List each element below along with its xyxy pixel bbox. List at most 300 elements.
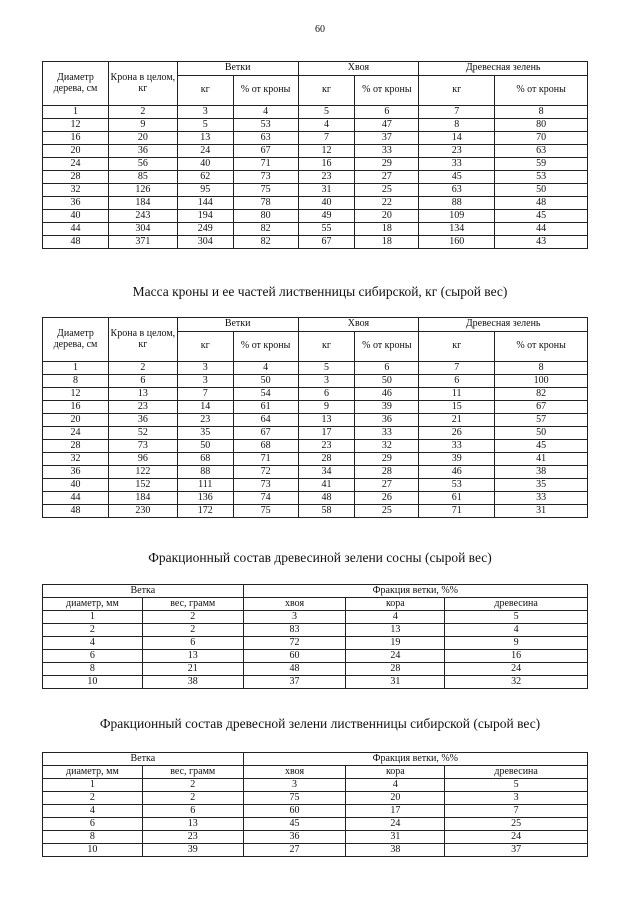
table-cell: 71 — [419, 505, 495, 518]
table-cell: 28 — [346, 663, 445, 676]
table-row — [43, 466, 588, 479]
table-cell: 109 — [419, 210, 495, 223]
table-cell: 4 — [43, 805, 143, 818]
table-cell: 111 — [177, 479, 233, 492]
table-cell: 24 — [346, 818, 445, 831]
header-wood: древесина — [445, 598, 588, 611]
table-cell: 23 — [298, 440, 355, 453]
table-cell: 13 — [298, 414, 355, 427]
table-cell: 20 — [108, 132, 177, 145]
table-cell: 13 — [108, 388, 177, 401]
header-branches: Ветки — [177, 62, 298, 76]
table-cell: 32 — [43, 453, 109, 466]
table-cell: 36 — [108, 414, 177, 427]
table-cell: 46 — [419, 466, 495, 479]
table-cell: 18 — [355, 236, 419, 249]
table-cell: 20 — [355, 210, 419, 223]
table-cell: 17 — [346, 805, 445, 818]
header-diameter-mm: диаметр, мм — [43, 598, 143, 611]
table-cell: 28 — [355, 466, 419, 479]
table-cell: 44 — [43, 223, 109, 236]
table-cell: 7 — [177, 388, 233, 401]
header-crown: Крона в целом, кг — [108, 318, 177, 362]
table-cell: 45 — [495, 210, 588, 223]
table-cell: 33 — [355, 427, 419, 440]
table-row — [43, 427, 588, 440]
table-row — [43, 779, 588, 792]
table-cell: 7 — [298, 132, 355, 145]
table-cell: 6 — [142, 637, 243, 650]
header-pct: % от кроны — [233, 76, 298, 106]
table-cell: 53 — [495, 171, 588, 184]
header-kg: кг — [419, 76, 495, 106]
header-branch: Ветка — [43, 585, 244, 598]
table-cell: 7 — [445, 805, 588, 818]
header-pct: % от кроны — [355, 76, 419, 106]
table-cell: 371 — [108, 236, 177, 249]
table-cell: 3 — [243, 611, 346, 624]
table-cell: 152 — [108, 479, 177, 492]
table-cell: 36 — [108, 145, 177, 158]
table-cell: 82 — [233, 236, 298, 249]
table-cell: 41 — [495, 453, 588, 466]
header-diameter-mm: диаметр, мм — [43, 766, 143, 779]
table2-title: Масса кроны и ее частей лиственницы сибирской, кг (сырой вес) — [132, 284, 508, 299]
header-fraction: Фракция ветки, %% — [243, 753, 587, 766]
table-cell: 31 — [346, 676, 445, 689]
table-cell: 14 — [177, 401, 233, 414]
table-cell: 48 — [495, 197, 588, 210]
table-cell: 4 — [233, 362, 298, 375]
table-cell: 32 — [43, 184, 109, 197]
table-cell: 8 — [43, 663, 143, 676]
table-cell: 36 — [355, 414, 419, 427]
table-cell: 3 — [177, 375, 233, 388]
header-needles: Хвоя — [298, 318, 419, 332]
table-cell: 7 — [419, 362, 495, 375]
table-cell: 26 — [419, 427, 495, 440]
table-cell: 23 — [298, 171, 355, 184]
table-cell: 39 — [142, 844, 243, 857]
table-cell: 53 — [419, 479, 495, 492]
table-cell: 71 — [233, 158, 298, 171]
table-cell: 37 — [445, 844, 588, 857]
header-kg: кг — [419, 332, 495, 362]
table-cell: 33 — [355, 145, 419, 158]
table-cell: 36 — [43, 197, 109, 210]
table-cell: 34 — [298, 466, 355, 479]
table-cell: 39 — [355, 401, 419, 414]
table-cell: 25 — [355, 184, 419, 197]
crown-mass-table-larch — [42, 317, 588, 518]
table-row — [43, 414, 588, 427]
table-cell: 136 — [177, 492, 233, 505]
table-cell: 49 — [298, 210, 355, 223]
table-row — [43, 650, 588, 663]
table-row — [43, 818, 588, 831]
table-cell: 172 — [177, 505, 233, 518]
table-cell: 31 — [495, 505, 588, 518]
table-cell: 6 — [355, 106, 419, 119]
table-cell: 24 — [177, 145, 233, 158]
table-cell: 63 — [233, 132, 298, 145]
header-bark: кора — [346, 598, 445, 611]
table-cell: 8 — [495, 106, 588, 119]
table-cell: 28 — [43, 440, 109, 453]
table-cell: 144 — [177, 197, 233, 210]
table-row — [43, 805, 588, 818]
table-cell: 50 — [233, 375, 298, 388]
table-cell: 74 — [233, 492, 298, 505]
table-cell: 19 — [346, 637, 445, 650]
table-cell: 50 — [355, 375, 419, 388]
table-cell: 57 — [495, 414, 588, 427]
table-cell: 78 — [233, 197, 298, 210]
table-row — [43, 132, 588, 145]
table-cell: 40 — [43, 210, 109, 223]
table-cell: 5 — [298, 362, 355, 375]
table-cell: 243 — [108, 210, 177, 223]
table-cell: 32 — [445, 676, 588, 689]
table-cell: 83 — [243, 624, 346, 637]
table-cell: 3 — [177, 362, 233, 375]
table-cell: 1 — [43, 106, 109, 119]
table-cell: 4 — [233, 106, 298, 119]
table-cell: 5 — [445, 611, 588, 624]
header-kg: кг — [177, 332, 233, 362]
table-row — [43, 505, 588, 518]
table-cell: 63 — [495, 145, 588, 158]
header-branch: Ветка — [43, 753, 244, 766]
table-cell: 126 — [108, 184, 177, 197]
table-cell: 33 — [419, 440, 495, 453]
table-cell: 45 — [243, 818, 346, 831]
table-cell: 27 — [243, 844, 346, 857]
table-cell: 32 — [355, 440, 419, 453]
table-cell: 40 — [43, 479, 109, 492]
table-cell: 4 — [298, 119, 355, 132]
table-cell: 20 — [43, 414, 109, 427]
table-cell: 4 — [346, 779, 445, 792]
table-cell: 2 — [142, 779, 243, 792]
table-cell: 50 — [495, 184, 588, 197]
table-cell: 52 — [108, 427, 177, 440]
header-weight: вес, грамм — [142, 766, 243, 779]
table-cell: 6 — [43, 650, 143, 663]
table-cell: 2 — [142, 611, 243, 624]
table4-title: Фракционный состав древесной зелени лиственницы сибирской (сырой вес) — [99, 716, 541, 731]
table-row — [43, 479, 588, 492]
table-cell: 73 — [233, 171, 298, 184]
table-row — [43, 171, 588, 184]
table-cell: 75 — [233, 184, 298, 197]
header-green: Древесная зелень — [419, 62, 588, 76]
table-cell: 40 — [298, 197, 355, 210]
table-cell: 6 — [298, 388, 355, 401]
table-cell: 37 — [243, 676, 346, 689]
table-cell: 11 — [419, 388, 495, 401]
table-cell: 53 — [233, 119, 298, 132]
table-row — [43, 223, 588, 236]
header-branches: Ветки — [177, 318, 298, 332]
table-cell: 31 — [346, 831, 445, 844]
table-cell: 25 — [355, 505, 419, 518]
table-cell: 82 — [233, 223, 298, 236]
table-cell: 44 — [495, 223, 588, 236]
table-row — [43, 676, 588, 689]
table-cell: 28 — [43, 171, 109, 184]
table-cell: 68 — [233, 440, 298, 453]
table-cell: 88 — [177, 466, 233, 479]
table-cell: 72 — [233, 466, 298, 479]
table-cell: 88 — [419, 197, 495, 210]
table-cell: 47 — [355, 119, 419, 132]
table-cell: 7 — [419, 106, 495, 119]
table-row — [43, 637, 588, 650]
table-cell: 21 — [142, 663, 243, 676]
table-cell: 67 — [298, 236, 355, 249]
table-cell: 6 — [355, 362, 419, 375]
table-cell: 2 — [108, 106, 177, 119]
table-row — [43, 106, 588, 119]
table-cell: 21 — [419, 414, 495, 427]
table-cell: 59 — [495, 158, 588, 171]
table-cell: 8 — [495, 362, 588, 375]
table-cell: 48 — [43, 236, 109, 249]
table-cell: 12 — [43, 119, 109, 132]
table-cell: 100 — [495, 375, 588, 388]
table-cell: 13 — [142, 650, 243, 663]
crown-mass-table-pine — [42, 61, 588, 249]
table-cell: 50 — [177, 440, 233, 453]
table-cell: 8 — [419, 119, 495, 132]
table-cell: 10 — [43, 844, 143, 857]
table-row — [43, 184, 588, 197]
table-cell: 35 — [177, 427, 233, 440]
table-cell: 23 — [142, 831, 243, 844]
table-cell: 67 — [233, 427, 298, 440]
table-row — [43, 453, 588, 466]
header-weight: вес, грамм — [142, 598, 243, 611]
table-cell: 27 — [355, 171, 419, 184]
table-cell: 48 — [298, 492, 355, 505]
table-cell: 2 — [43, 624, 143, 637]
table-cell: 24 — [445, 831, 588, 844]
header-kg: кг — [298, 76, 355, 106]
table-cell: 67 — [495, 401, 588, 414]
table-cell: 24 — [43, 158, 109, 171]
table-cell: 67 — [233, 145, 298, 158]
table-row — [43, 611, 588, 624]
table-cell: 45 — [419, 171, 495, 184]
table-cell: 35 — [495, 479, 588, 492]
table-cell: 27 — [355, 479, 419, 492]
table-cell: 36 — [43, 466, 109, 479]
table-cell: 45 — [495, 440, 588, 453]
header-bark: кора — [346, 766, 445, 779]
table-cell: 56 — [108, 158, 177, 171]
table-cell: 43 — [495, 236, 588, 249]
table-cell: 26 — [355, 492, 419, 505]
table-cell: 68 — [177, 453, 233, 466]
table-cell: 17 — [298, 427, 355, 440]
table-cell: 230 — [108, 505, 177, 518]
table-cell: 38 — [142, 676, 243, 689]
table-cell: 80 — [495, 119, 588, 132]
table3-title: Фракционный состав древесиной зелени сосны (сырой вес) — [148, 550, 492, 565]
table-cell: 8 — [43, 831, 143, 844]
table-cell: 28 — [298, 453, 355, 466]
table-cell: 23 — [108, 401, 177, 414]
table-cell: 50 — [495, 427, 588, 440]
table-row — [43, 119, 588, 132]
table-row — [43, 401, 588, 414]
table-cell: 48 — [43, 505, 109, 518]
fraction-table-larch — [42, 752, 588, 857]
table-row — [43, 844, 588, 857]
table-cell: 12 — [43, 388, 109, 401]
table-cell: 6 — [142, 805, 243, 818]
header-pct: % от кроны — [495, 76, 588, 106]
table-cell: 249 — [177, 223, 233, 236]
table-cell: 73 — [108, 440, 177, 453]
table-cell: 29 — [355, 158, 419, 171]
table-cell: 24 — [445, 663, 588, 676]
header-pct: % от кроны — [495, 332, 588, 362]
table-cell: 8 — [43, 375, 109, 388]
table-row — [43, 375, 588, 388]
table-cell: 61 — [233, 401, 298, 414]
table-row — [43, 210, 588, 223]
table-cell: 16 — [298, 158, 355, 171]
table-cell: 16 — [445, 650, 588, 663]
table-cell: 73 — [233, 479, 298, 492]
table-cell: 134 — [419, 223, 495, 236]
table-cell: 95 — [177, 184, 233, 197]
table-cell: 3 — [445, 792, 588, 805]
table-cell: 61 — [419, 492, 495, 505]
table-cell: 25 — [445, 818, 588, 831]
header-needles: Хвоя — [298, 62, 419, 76]
table-cell: 1 — [43, 362, 109, 375]
table-row — [43, 663, 588, 676]
header-needles: хвоя — [243, 766, 346, 779]
table-cell: 184 — [108, 197, 177, 210]
table-cell: 5 — [298, 106, 355, 119]
table-cell: 31 — [298, 184, 355, 197]
table-cell: 46 — [355, 388, 419, 401]
table-cell: 1 — [43, 611, 143, 624]
table-cell: 15 — [419, 401, 495, 414]
table-cell: 184 — [108, 492, 177, 505]
table-cell: 22 — [355, 197, 419, 210]
table-row — [43, 831, 588, 844]
table-cell: 3 — [298, 375, 355, 388]
table-cell: 62 — [177, 171, 233, 184]
table-row — [43, 624, 588, 637]
table-cell: 41 — [298, 479, 355, 492]
table-cell: 38 — [495, 466, 588, 479]
table-cell: 194 — [177, 210, 233, 223]
table-cell: 4 — [43, 637, 143, 650]
fraction-table-pine — [42, 584, 588, 689]
table-cell: 71 — [233, 453, 298, 466]
table-cell: 304 — [177, 236, 233, 249]
table-cell: 13 — [346, 624, 445, 637]
table-cell: 5 — [177, 119, 233, 132]
table-row — [43, 388, 588, 401]
page-number: 60 — [315, 24, 325, 35]
header-wood: древесина — [445, 766, 588, 779]
table-cell: 24 — [43, 427, 109, 440]
table-cell: 304 — [108, 223, 177, 236]
table-cell: 40 — [177, 158, 233, 171]
table-cell: 4 — [346, 611, 445, 624]
table-cell: 36 — [243, 831, 346, 844]
table-cell: 64 — [233, 414, 298, 427]
table-row — [43, 158, 588, 171]
table-cell: 3 — [177, 106, 233, 119]
table-cell: 13 — [142, 818, 243, 831]
table-cell: 29 — [355, 453, 419, 466]
table-cell: 54 — [233, 388, 298, 401]
table-row — [43, 145, 588, 158]
table-row — [43, 492, 588, 505]
header-fraction: Фракция ветки, %% — [243, 585, 587, 598]
table-cell: 16 — [43, 132, 109, 145]
header-kg: кг — [298, 332, 355, 362]
header-diameter: Диаметр дерева, см — [43, 318, 109, 362]
table-cell: 3 — [243, 779, 346, 792]
table-cell: 33 — [419, 158, 495, 171]
header-pct: % от кроны — [355, 332, 419, 362]
table-cell: 20 — [346, 792, 445, 805]
table-cell: 6 — [419, 375, 495, 388]
table-cell: 75 — [233, 505, 298, 518]
table-cell: 5 — [445, 779, 588, 792]
table-cell: 6 — [108, 375, 177, 388]
table-cell: 38 — [346, 844, 445, 857]
table-cell: 9 — [108, 119, 177, 132]
table-row — [43, 362, 588, 375]
table-cell: 39 — [419, 453, 495, 466]
header-kg: кг — [177, 76, 233, 106]
table-cell: 70 — [495, 132, 588, 145]
table-cell: 2 — [43, 792, 143, 805]
table-cell: 72 — [243, 637, 346, 650]
table-cell: 2 — [108, 362, 177, 375]
table-cell: 60 — [243, 650, 346, 663]
table-cell: 24 — [346, 650, 445, 663]
table-cell: 37 — [355, 132, 419, 145]
table-cell: 58 — [298, 505, 355, 518]
header-needles: хвоя — [243, 598, 346, 611]
table-cell: 122 — [108, 466, 177, 479]
table-cell: 18 — [355, 223, 419, 236]
table-cell: 13 — [177, 132, 233, 145]
table-cell: 44 — [43, 492, 109, 505]
table-cell: 6 — [43, 818, 143, 831]
table-cell: 10 — [43, 676, 143, 689]
table-cell: 16 — [43, 401, 109, 414]
table-cell: 9 — [445, 637, 588, 650]
table-row — [43, 792, 588, 805]
table-cell: 82 — [495, 388, 588, 401]
table-cell: 60 — [243, 805, 346, 818]
table-cell: 9 — [298, 401, 355, 414]
table-cell: 1 — [43, 779, 143, 792]
table-cell: 96 — [108, 453, 177, 466]
